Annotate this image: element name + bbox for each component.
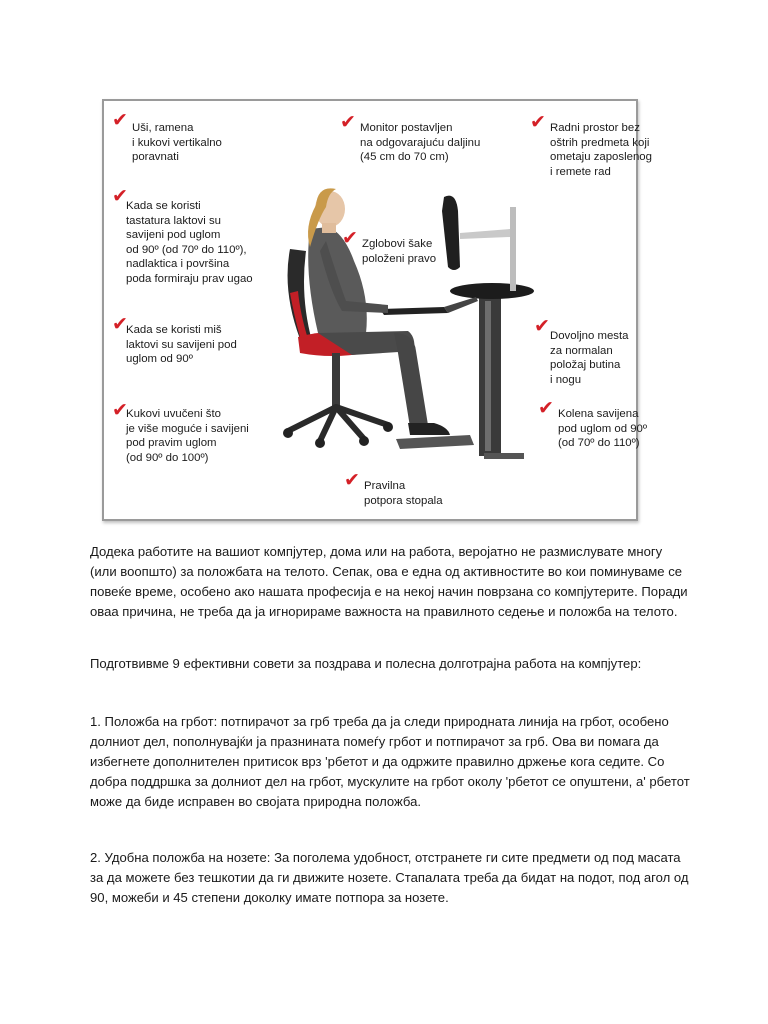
callout-mouse-elbows: Kada se koristi miš laktovi su savijeni pod uglom od 90º (126, 324, 237, 366)
chair-post (332, 353, 340, 409)
paragraph-tip-1-back: 1. Положба на грбот: потпирачот за грб треба да ја следи природната линија на грбот, особено долниот дел, пополнувајќи ја празнината помеѓу грбот и потпирачот за грб. Ова ви помага да избегнете дополнителен притисок врз 'рбетот и да одржите правилно држење кога седите. Со добра поддршка за долниот дел на грбот, мускулите на грбот околу 'рбетот се опуштени, а' рбетот може да биде исправен во својата природна положба. (90, 714, 690, 809)
callout-workspace: Radni prostor bez oštrih predmeta koji ometaju zaposlenog i remete rad (550, 122, 652, 178)
check-icon: ✔ (534, 315, 550, 337)
monitor-stand (510, 207, 516, 291)
footrest (396, 435, 474, 449)
check-icon: ✔ (112, 185, 128, 207)
check-icon: ✔ (530, 111, 546, 133)
callout-wrists: Zglobovi šake položeni pravo (362, 238, 437, 265)
callout-feet: Pravilna potpora stopala (364, 480, 443, 507)
check-icon: ✔ (340, 111, 356, 133)
ergonomics-figure (102, 99, 652, 521)
check-icon: ✔ (342, 227, 358, 249)
paragraph-tip-2-legs: 2. Удобна положба на нозете: За поголема удобност, отстранете ги сите предмети од под масата за да можете без тешкотии да ги движите нозете. Стапалата треба да бидат на подот, под агол од 90, можеби и 45 степени доколку имате потпора за нозете. (90, 850, 689, 905)
check-icon: ✔ (344, 469, 360, 491)
callout-knees: Kolena savijena pod uglom od 90º (od 70º do 110º) (558, 408, 648, 450)
check-icon: ✔ (112, 313, 128, 335)
callout-keyboard-elbows: Kada se koristi tastatura laktovi su savijeni pod uglom od 90º (od 70º do 110º), nadlaktica i površina poda formiraju prav ugao (126, 200, 253, 285)
check-icon: ✔ (538, 397, 554, 419)
check-icon: ✔ (112, 399, 128, 421)
callout-ears-shoulders-hips: Uši, ramena i kukovi vertikalno poravnati (132, 122, 222, 164)
paragraph-tips-lead: Подготвивме 9 ефективни совети за поздрава и полесна долготрајна работа на компјутер: (90, 656, 642, 671)
callout-legroom: Dovoljno mesta za normalan položaj butina i nogu (550, 330, 629, 386)
keyboard-tray (380, 307, 448, 315)
desk-top (450, 283, 534, 299)
paragraph-intro: Додека работите на вашиот компјутер, дома или на работа, веројатно не размислувате многу (или воопшто) за положбата на телото. Сепак, ова е една од активностите во кои поминуваме се повеќе време, особено ако нашата професија е на некој начин поврзана со компјутерите. Поради оваа причина, не треба да ја игнорираме важноста на правилното седење и положба на телото. (90, 544, 688, 619)
check-icon: ✔ (112, 109, 128, 131)
callout-hips: Kukovi uvučeni što je više moguće i savijeni pod pravim uglom (od 90º do 100º) (126, 408, 249, 464)
callout-monitor-distance: Monitor postavljen na odgovarajuću daljinu (45 cm do 70 cm) (360, 122, 481, 164)
